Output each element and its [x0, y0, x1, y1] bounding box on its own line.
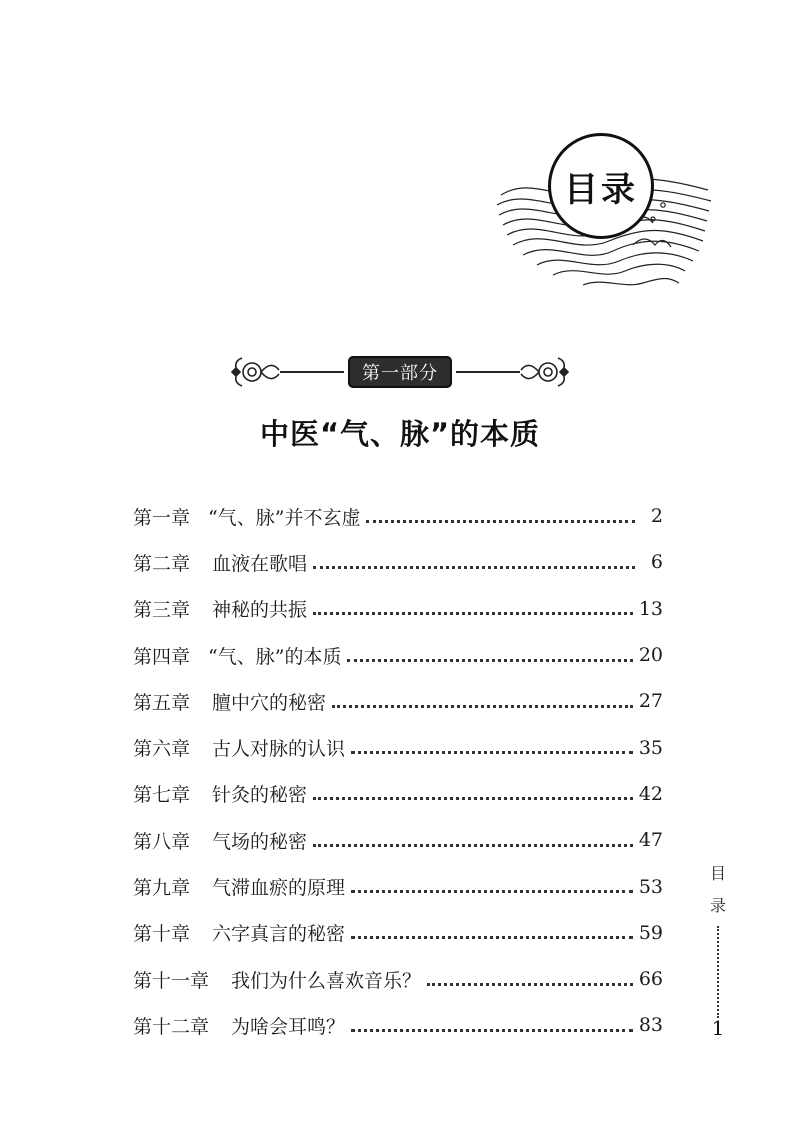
toc-chapter-label: 第七章	[133, 784, 191, 807]
side-label-char: 录	[709, 896, 726, 915]
toc-leader-dots	[351, 751, 633, 754]
toc-leader-dots	[427, 983, 633, 986]
toc-chapter-name: 神秘的共振	[212, 599, 308, 622]
toc-chapter-label: 第二章	[133, 552, 191, 575]
toc-chapter-label: 第六章	[133, 738, 191, 761]
toc-page-number: 27	[638, 690, 663, 713]
toc-chapter-name: 血液在歌唱	[212, 552, 308, 575]
page-number: 1	[711, 1016, 725, 1040]
toc-chapter-label: 第十一章	[133, 969, 210, 992]
toc-chapter-name: 膻中穴的秘密	[212, 691, 327, 714]
toc-entry[interactable]	[133, 863, 663, 909]
toc-entry[interactable]	[133, 1002, 663, 1048]
toc-leader-dots	[332, 705, 633, 708]
toc-chapter-label: 第五章	[133, 691, 191, 714]
toc-page-number: 2	[650, 505, 663, 528]
toc-entry[interactable]	[133, 724, 663, 770]
toc-chapter-label: 第一章	[133, 506, 191, 529]
toc-leader-dots	[313, 844, 633, 847]
toc-title-text: 目录	[564, 169, 638, 210]
toc-chapter-name: 气滞血瘀的原理	[212, 877, 346, 900]
toc-leader-dots	[313, 797, 633, 800]
toc-page-number: 47	[638, 829, 663, 852]
toc-chapter-name: 古人对脉的认识	[212, 738, 346, 761]
toc-leader-dots	[313, 612, 633, 615]
toc-entry[interactable]	[133, 910, 663, 956]
toc-entry[interactable]	[133, 586, 663, 632]
toc-leader-dots	[366, 520, 635, 523]
ornament-scroll-right-icon	[456, 358, 568, 386]
toc-page-number: 13	[638, 597, 663, 620]
toc-chapter-label: 第十章	[133, 923, 191, 946]
toc-chapter-name: 为啥会耳鸣？	[231, 1015, 346, 1038]
toc-chapter-name: 气场的秘密	[212, 830, 308, 853]
toc-chapter-label: 第三章	[133, 599, 191, 622]
toc-page-number: 66	[638, 968, 663, 991]
toc-page-number: 6	[650, 551, 663, 574]
toc-entry[interactable]	[133, 771, 663, 817]
toc-chapter-name: 我们为什么喜欢音乐？	[231, 969, 422, 992]
toc-entry[interactable]	[133, 817, 663, 863]
toc-chapter-label: 第四章	[133, 645, 191, 668]
toc-chapter-name: “气、脉”并不玄虚	[208, 506, 361, 529]
toc-leader-dots	[351, 890, 633, 893]
toc-chapter-name: 六字真言的秘密	[212, 923, 346, 946]
toc-page-number: 53	[638, 875, 663, 898]
toc-entry[interactable]	[133, 632, 663, 678]
toc-entry[interactable]	[133, 956, 663, 1002]
toc-chapter-label: 第九章	[133, 877, 191, 900]
toc-entry[interactable]	[133, 493, 663, 539]
toc-chapter-label: 第八章	[133, 830, 191, 853]
side-running-header	[706, 858, 730, 922]
toc-leader-dots	[313, 566, 635, 569]
part-ornament-row	[230, 350, 570, 394]
toc-page-number: 35	[638, 736, 663, 759]
toc-page-number: 83	[638, 1014, 663, 1037]
part-label-badge: 第一部分	[348, 356, 452, 388]
toc-leader-dots	[351, 936, 633, 939]
section-title: 中医“气、脉”的本质	[259, 417, 541, 451]
page-title	[548, 133, 654, 239]
toc-chapter-label: 第十二章	[133, 1015, 210, 1038]
side-label-char: 目	[709, 864, 726, 883]
toc-page-number: 20	[638, 644, 663, 667]
side-dotted-rule	[717, 926, 719, 1018]
ornament-scroll-left-icon	[232, 358, 344, 386]
toc-page-number: 59	[638, 921, 663, 944]
toc-list	[133, 493, 663, 1049]
toc-leader-dots	[347, 659, 632, 662]
toc-leader-dots	[351, 1029, 633, 1032]
toc-page-number: 42	[638, 782, 663, 805]
toc-entry[interactable]	[133, 539, 663, 585]
toc-chapter-name: “气、脉”的本质	[208, 645, 342, 668]
toc-chapter-name: 针灸的秘密	[212, 784, 308, 807]
toc-entry[interactable]	[133, 678, 663, 724]
